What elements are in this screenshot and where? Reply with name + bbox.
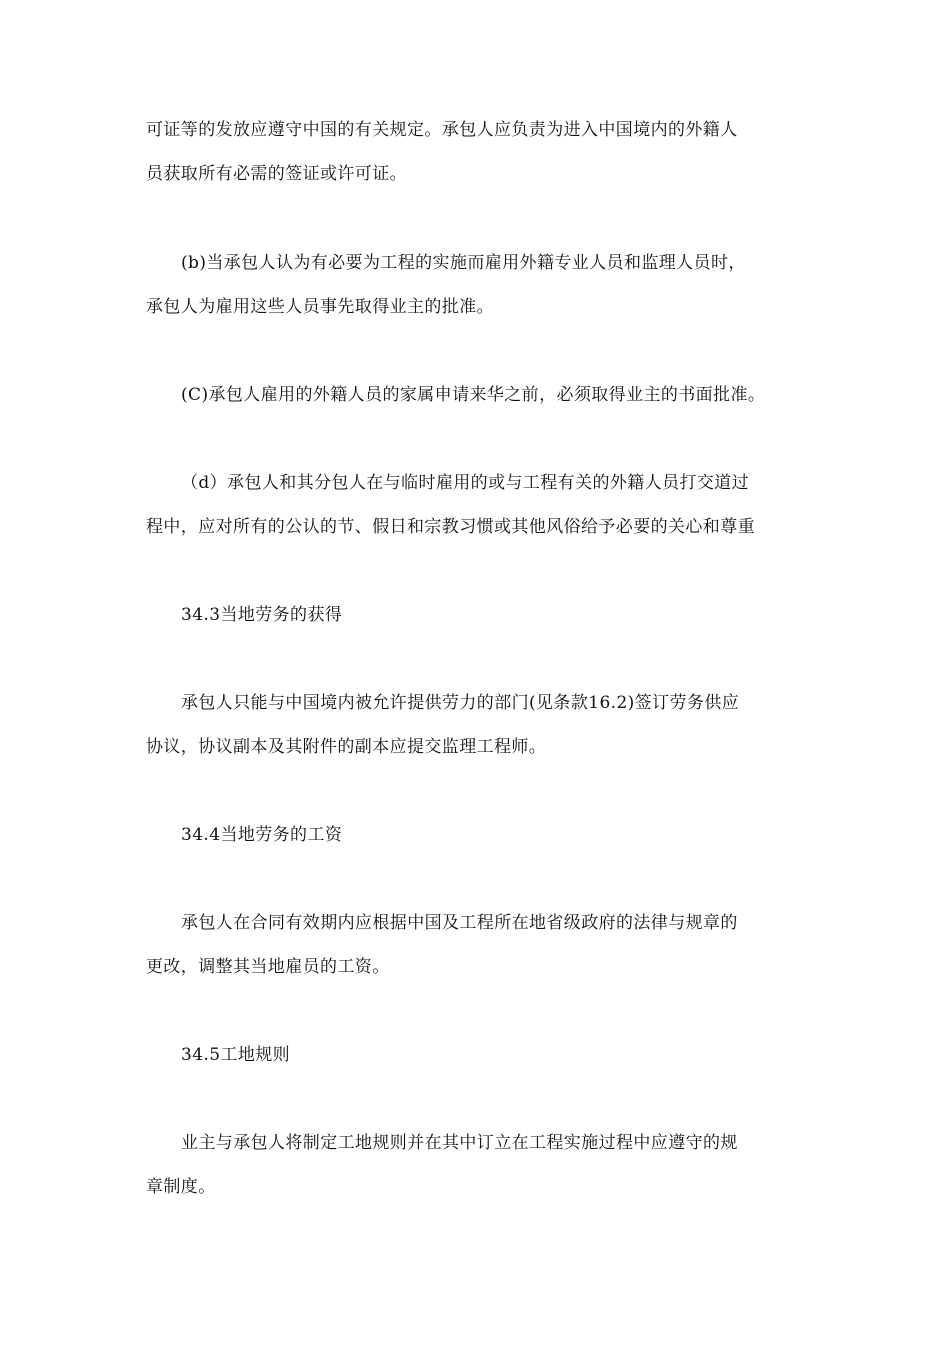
paragraph-2-line-2: 承包人为雇用这些人员事先取得业主的批准。 — [146, 297, 494, 317]
section-heading-34-5: 34.5工地规则 — [181, 1045, 291, 1065]
paragraph-1-line-2: 员获取所有必需的签证或许可证。 — [146, 164, 407, 184]
paragraph-4-line-1: （d）承包人和其分包人在与临时雇用的或与工程有关的外籍人员打交道过 — [181, 473, 750, 493]
paragraph-4-line-2: 程中，应对所有的公认的节、假日和宗教习惯或其他风俗给予必要的关心和尊重 — [146, 517, 755, 537]
section-heading-34-3: 34.3当地劳务的获得 — [181, 605, 343, 625]
paragraph-5-line-2: 协议，协议副本及其附件的副本应提交监理工程师。 — [146, 737, 547, 757]
paragraph-7-line-1: 业主与承包人将制定工地规则并在其中订立在工程实施过程中应遵守的规 — [181, 1133, 738, 1153]
paragraph-5-line-1: 承包人只能与中国境内被允许提供劳力的部门(见条款16.2)签订劳务供应 — [181, 693, 740, 713]
paragraph-6-line-2: 更改，调整其当地雇员的工资。 — [146, 957, 390, 977]
paragraph-3-line-1: (C)承包人雇用的外籍人员的家属申请来华之前，必须取得业主的书面批准。 — [181, 385, 766, 405]
section-heading-34-4: 34.4当地劳务的工资 — [181, 825, 343, 845]
paragraph-7-line-2: 章制度。 — [146, 1177, 216, 1197]
paragraph-2-line-1: (b)当承包人认为有必要为工程的实施而雇用外籍专业人员和监理人员时， — [181, 253, 746, 273]
paragraph-6-line-1: 承包人在合同有效期内应根据中国及工程所在地省级政府的法律与规章的 — [181, 913, 738, 933]
paragraph-1-line-1: 可证等的发放应遵守中国的有关规定。承包人应负责为进入中国境内的外籍人 — [146, 120, 738, 140]
